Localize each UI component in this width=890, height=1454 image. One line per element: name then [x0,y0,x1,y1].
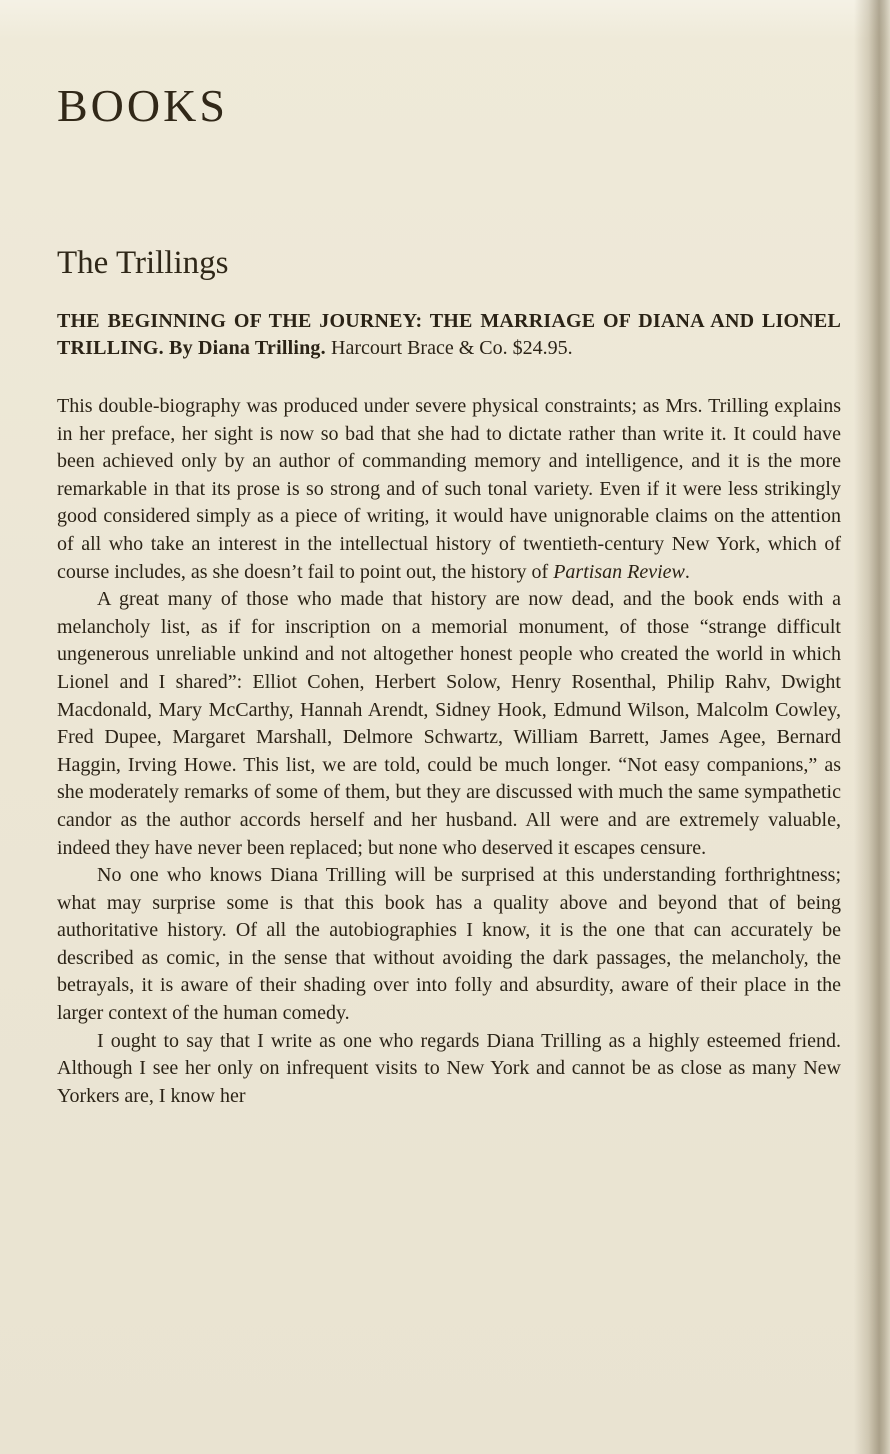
partisan-review-italic: Partisan Review [553,560,685,583]
paragraph-4: I ought to say that I write as one who regards Diana Trilling as a highly esteemed friend. Although I see her only on infrequent visits to New York and cannot be as close as many New Yorkers are, I know her [57,1029,841,1107]
citation-publisher-price: Harcourt Brace & Co. $24.95. [331,337,573,359]
page-edge-shadow [854,0,890,1454]
book-citation [57,308,841,362]
citation-title-author: THE BEGINNING OF THE JOURNEY: THE MARRIAGE OF DIANA AND LIONEL TRILLING. By Diana Trilling. [57,310,841,359]
paragraph-2: A great many of those who made that history are now dead, and the book ends with a melancholy list, as if for inscription on a memorial monument, of those “strange difficult ungenerous unreliable unkind and not altogether honest people who created the world in which Lionel and I shared”: Elliot Cohen, Herbert Solow, Henry Rosenthal, Philip Rahv, Dwight Macdonald, Mary McCarthy, Hannah Arendt, Sidney Hook, Edmund Wilson, Malcolm Cowley, Fred Dupee, Margaret Marshall, Delmore Schwartz, William Barrett, James Agee, Bernard Haggin, Irving Howe. This list, we are told, could be much longer. “Not easy companions,” as she moderately remarks of some of them, but they are discussed with much the same sympathetic candor as the author accords herself and her husband. All were and are extremely valuable, indeed they have never been replaced; but none who deserved it escapes censure. [57,588,841,859]
paragraph-1-text: This double-biography was produced under severe physical constraints; as Mrs. Trilling explains in her preface, her sight is now so bad that she had to dictate rather than write it. It could have been achieved only by an author of commanding memory and intelligence, and it is the more remarkable in that its prose is so strong and of such tonal variety. Even if it were less strikingly good considered simply as a piece of writing, it would have unignorable claims on the attention of all who take an interest in the intellectual history of twentieth-century New York, which of course includes, as she doesn’t fail to point out, the history of [57,395,841,583]
review-body [57,393,841,1110]
article-title: The Trillings [57,245,229,281]
section-heading: BOOKS [57,80,228,131]
paragraph-1-period: . [684,560,690,583]
page-content [57,0,841,1110]
paragraph-1 [57,393,841,586]
paragraph-3: No one who knows Diana Trilling will be surprised at this understanding forthrightness; what may surprise some is that this book has a quality above and beyond that of being authoritative history. Of all the autobiographies I know, it is the one that can accurately be described as comic, in the sense that without avoiding the dark passages, the melancholy, the betrayals, it is aware of their shading over into folly and absurdity, aware of their place in the larger context of the human comedy. [57,864,841,1025]
